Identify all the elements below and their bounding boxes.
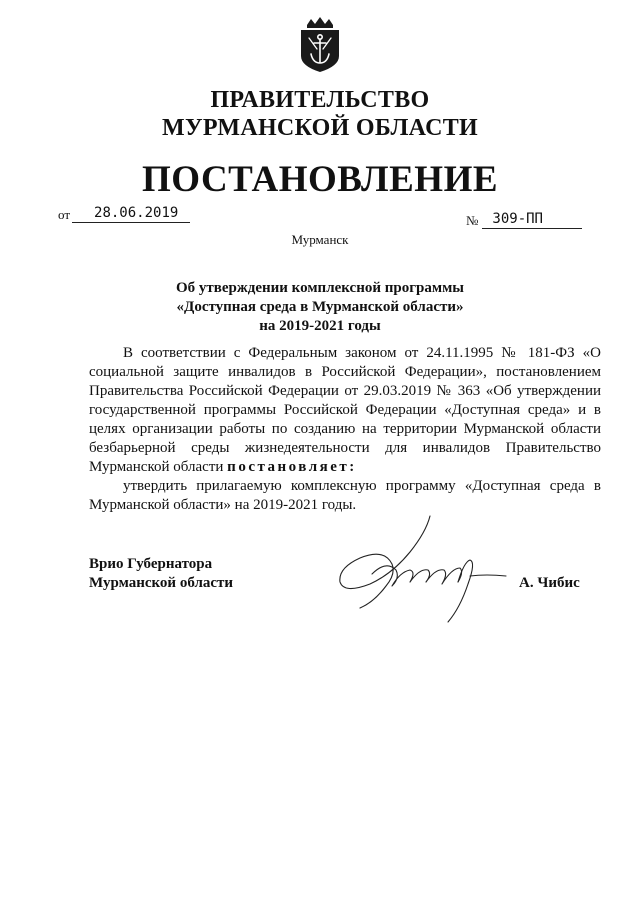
signatory-title bbox=[89, 555, 233, 593]
signatory-name: А. Чибис bbox=[519, 575, 580, 591]
handwritten-signature bbox=[330, 512, 510, 632]
body-paragraph-2: утвердить прилагаемую комплексную программу «Доступная среда в Мурманской области» на 2019-2021 годы. bbox=[89, 478, 601, 513]
issuer-line-1: ПРАВИТЕЛЬСТВО bbox=[210, 87, 430, 113]
body-paragraph-1 bbox=[89, 344, 601, 477]
document-type-heading: ПОСТАНОВЛЕНИЕ bbox=[141, 159, 499, 200]
signatory-title-line-1: Врио Губернатора bbox=[89, 556, 213, 572]
date-value: 28.06.2019 bbox=[72, 204, 190, 223]
paragraph-1-text: В соответствии с Федеральным законом от 24.11.1995 № 181-ФЗ «О социальной защите инвалидов в Российской Федерации», постановлением Правительства Российской Федерации от 29.03.2019 № 363 «Об утверждении государственной программы Российской Федерации «Доступная среда» и в целях организации работы по созданию на территории Мурманской области безбарьерной среды жизнедеятельности для инвалидов Правительство Мурманской области bbox=[89, 345, 601, 475]
number-prefix: № bbox=[466, 213, 479, 228]
issue-city: Мурманск bbox=[291, 232, 349, 247]
subject-line-2: «Доступная среда в Мурманской области» bbox=[176, 299, 464, 315]
signatory-title-line-2: Мурманской области bbox=[89, 575, 234, 591]
subject-line-3: на 2019-2021 годы bbox=[259, 318, 381, 334]
date-prefix: от bbox=[58, 207, 71, 222]
decree-verb: постановляет: bbox=[227, 459, 357, 475]
document-number bbox=[466, 210, 582, 229]
subject-line-1: Об утверждении комплексной программы bbox=[175, 280, 465, 296]
document-subject bbox=[0, 279, 640, 336]
coat-of-arms-icon bbox=[297, 16, 343, 74]
issuer-title bbox=[0, 86, 640, 142]
number-value: 309-ПП bbox=[482, 210, 582, 229]
document-body bbox=[89, 344, 601, 515]
document-date bbox=[58, 204, 190, 223]
issuer-line-2: МУРМАНСКОЙ ОБЛАСТИ bbox=[162, 115, 478, 141]
